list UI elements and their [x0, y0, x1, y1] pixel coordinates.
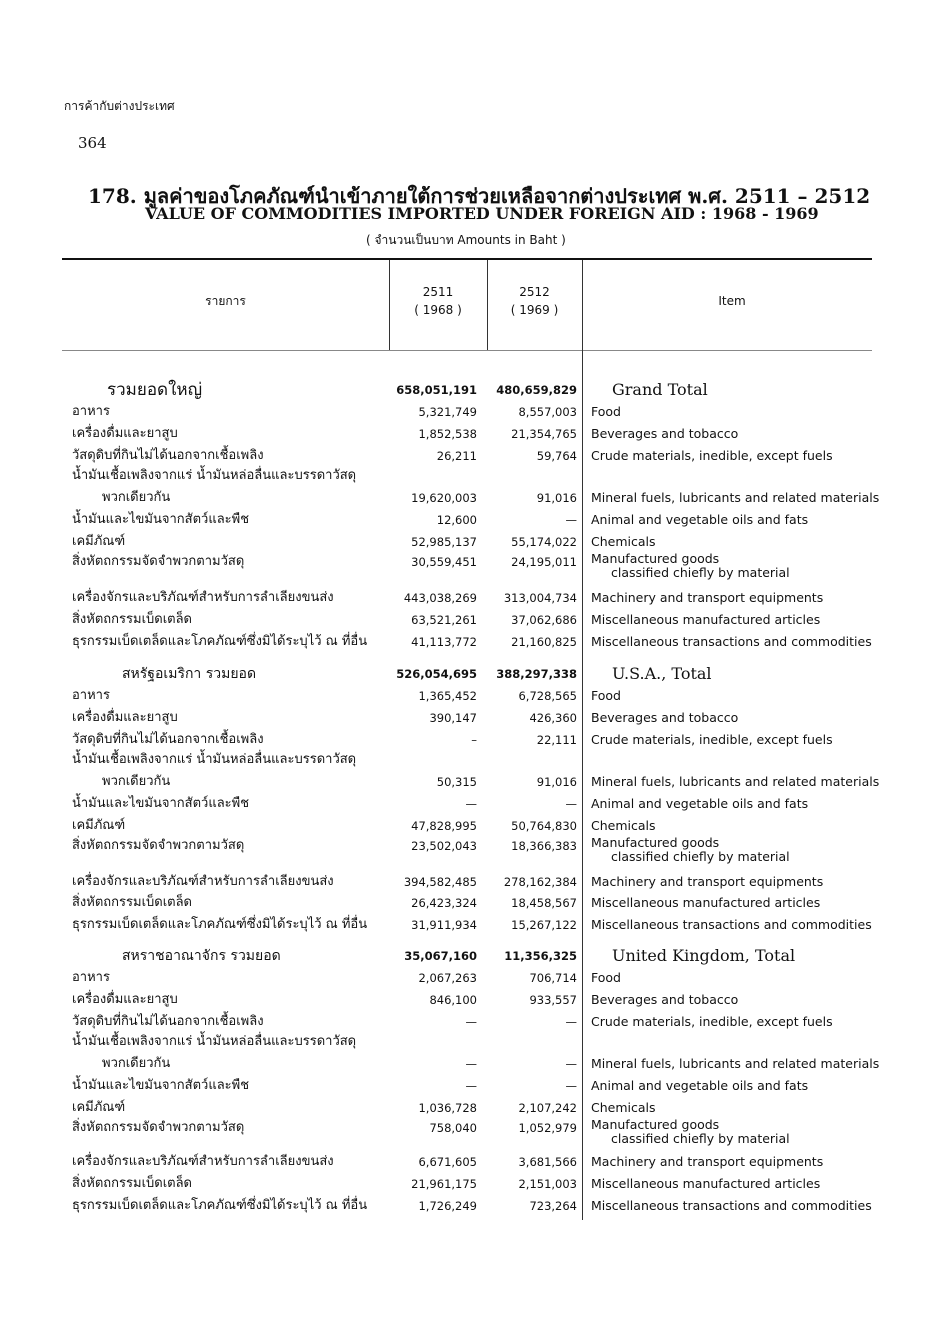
- row-label-thai: อาหาร: [72, 688, 110, 703]
- row-label-thai: ธุรกรรมเบ็ดเตล็ดและโภคภัณฑ์ซึ่งมิได้ระบุไว้ ณ ที่อื่น: [72, 634, 368, 649]
- value-2511: 30,559,451: [411, 555, 477, 569]
- value-2512: —: [565, 513, 577, 527]
- row-label-thai: ธุรกรรมเบ็ดเตล็ดและโภคภัณฑ์ซึ่งมิได้ระบุไว้ ณ ที่อื่น: [72, 917, 368, 932]
- row-label-thai: สหราชอาณาจักร รวมยอด: [122, 948, 281, 964]
- value-2512: 278,162,384: [503, 875, 577, 889]
- row-label-english: [591, 730, 833, 750]
- row-label-english-text: Animal and vegetable oils and fats: [591, 796, 809, 811]
- value-2512: 2,107,242: [518, 1101, 577, 1115]
- row-label-english: [612, 380, 708, 400]
- row-label-thai: น้ำมันเชื้อเพลิงจากแร่ น้ำมันหล่อลื่นและบรรดาวัสดุ: [72, 468, 357, 483]
- row-label-thai: น้ำมันและไขมันจากสัตว์และพืช: [72, 796, 250, 811]
- row-label-english: [591, 686, 621, 706]
- row-label-thai: วัสดุดิบที่กินไม่ได้นอกจากเชื้อเพลิง: [72, 1014, 264, 1029]
- value-2512: 24,195,011: [511, 555, 577, 569]
- table-row: [62, 664, 882, 684]
- value-2511: —: [465, 797, 477, 811]
- value-2511: —: [465, 1079, 477, 1093]
- value-2512: —: [565, 1015, 577, 1029]
- value-2512: 18,366,383: [511, 839, 577, 853]
- table-row: [62, 1098, 882, 1118]
- value-2511: 21,961,175: [411, 1177, 477, 1191]
- row-label-thai: สิ่งหัตถกรรมเบ็ดเตล็ด: [72, 1176, 193, 1191]
- table-row: [62, 551, 882, 580]
- row-label-thai: เครื่องจักรและบริภัณฑ์สำหรับการลำเลียงขนส่ง: [72, 874, 334, 889]
- value-2511: —: [465, 1015, 477, 1029]
- value-2512: 723,264: [529, 1199, 577, 1213]
- row-label-english-text: Mineral fuels, lubricants and related materials: [591, 1056, 880, 1071]
- row-label-english: [591, 588, 823, 608]
- row-label-thai: อาหาร: [72, 970, 110, 985]
- table-row: [62, 588, 882, 608]
- row-label-english-text: Chemicals: [591, 1100, 656, 1115]
- row-label-thai: สหรัฐอเมริกา รวมยอด: [122, 666, 257, 682]
- row-label-english-subline: classified chiefly by material: [611, 565, 790, 580]
- table-row: [62, 872, 882, 892]
- running-head: การค้ากับต่างประเทศ: [64, 99, 175, 113]
- row-label-english: [591, 990, 738, 1010]
- value-2512: —: [565, 1057, 577, 1071]
- value-2512: 21,354,765: [511, 427, 577, 441]
- value-2512: 426,360: [529, 711, 577, 725]
- table-row: [62, 1076, 882, 1096]
- row-label-english: [591, 794, 808, 814]
- value-2511: 658,051,191: [396, 383, 477, 397]
- row-label-english: [591, 1054, 879, 1074]
- row-label-english: [591, 1098, 656, 1118]
- table-row: [62, 380, 882, 400]
- row-label-thai: ธุรกรรมเบ็ดเตล็ดและโภคภัณฑ์ซึ่งมิได้ระบุไว้ ณ ที่อื่น: [72, 1198, 368, 1213]
- row-label-english-text: Food: [591, 404, 621, 419]
- row-label-thai: พวกเดียวกัน: [102, 1056, 171, 1071]
- row-label-english: [591, 1012, 833, 1032]
- row-label-thai: น้ำมันเชื้อเพลิงจากแร่ น้ำมันหล่อลื่นและบรรดาวัสดุ: [72, 1034, 357, 1049]
- row-label-thai: พวกเดียวกัน: [102, 490, 171, 505]
- col2-ce: ( 1969 ): [510, 303, 559, 317]
- row-label-thai: พวกเดียวกัน: [102, 774, 171, 789]
- table-row: [62, 488, 882, 508]
- row-label-thai: เคมีภัณฑ์: [72, 818, 126, 833]
- table-row: [62, 446, 882, 466]
- column-header-item-thai: รายการ: [205, 294, 246, 308]
- table-row: [62, 610, 882, 630]
- value-2511: 47,828,995: [411, 819, 477, 833]
- row-label-thai: น้ำมันและไขมันจากสัตว์และพืช: [72, 1078, 250, 1093]
- top-rule: [62, 258, 872, 260]
- value-2511: 31,911,934: [411, 918, 477, 932]
- value-2512: 55,174,022: [511, 535, 577, 549]
- value-2512: 6,728,565: [518, 689, 577, 703]
- row-label-english: [591, 610, 820, 630]
- row-label-thai: น้ำมันและไขมันจากสัตว์และพืช: [72, 512, 250, 527]
- row-label-english: [591, 1174, 820, 1194]
- row-label-english: [591, 872, 823, 892]
- table-row: [62, 835, 882, 864]
- value-2511: 443,038,269: [403, 591, 477, 605]
- col2-year: 2512: [519, 285, 550, 299]
- table-row: [62, 632, 882, 652]
- table-row: [62, 510, 882, 530]
- row-label-english-text: Miscellaneous manufactured articles: [591, 612, 821, 627]
- row-label-english-text: Animal and vegetable oils and fats: [591, 512, 809, 527]
- table-row: [62, 816, 882, 836]
- row-label-thai: สิ่งหัตถกรรมจัดจำพวกตามวัสดุ: [72, 838, 245, 853]
- table-row: [62, 990, 882, 1010]
- value-2512: 706,714: [529, 971, 577, 985]
- row-label-english: [591, 1076, 808, 1096]
- row-label-english: [591, 532, 656, 552]
- value-2512: 2,151,003: [518, 1177, 577, 1191]
- value-2511: 846,100: [429, 993, 477, 1007]
- value-2511: 35,067,160: [404, 949, 477, 963]
- row-label-thai: วัสดุดิบที่กินไม่ได้นอกจากเชื้อเพลิง: [72, 448, 264, 463]
- row-label-english-text: Animal and vegetable oils and fats: [591, 1078, 809, 1093]
- value-2511: 50,315: [436, 775, 477, 789]
- table-row: [62, 708, 882, 728]
- value-2511: 758,040: [429, 1121, 477, 1135]
- value-2512: 11,356,325: [504, 949, 577, 963]
- row-label-english-text: Chemicals: [591, 818, 656, 833]
- value-2512: 21,160,825: [511, 635, 577, 649]
- row-label-english-text: Manufactured goods: [591, 551, 720, 566]
- row-label-english-text: Mineral fuels, lubricants and related materials: [591, 774, 880, 789]
- table-title-english: VALUE OF COMMODITIES IMPORTED UNDER FOREIGN AID : 1968 - 1969: [145, 204, 819, 223]
- row-label-english: [591, 816, 656, 836]
- table-row: [62, 686, 882, 706]
- value-2512: —: [565, 1079, 577, 1093]
- value-2511: 52,985,137: [411, 535, 477, 549]
- row-label-thai: น้ำมันเชื้อเพลิงจากแร่ น้ำมันหล่อลื่นและบรรดาวัสดุ: [72, 752, 357, 767]
- row-label-thai: เครื่องดื่มและยาสูบ: [72, 992, 178, 1007]
- row-label-english-text: Mineral fuels, lubricants and related materials: [591, 490, 880, 505]
- table-row: [62, 750, 882, 770]
- row-label-english: [591, 893, 820, 913]
- value-2511: 19,620,003: [411, 491, 477, 505]
- row-label-english: [591, 424, 738, 444]
- value-2511: 26,423,324: [411, 896, 477, 910]
- value-2511: 12,600: [436, 513, 477, 527]
- row-label-english: [591, 632, 872, 652]
- row-label-english: [591, 772, 879, 792]
- row-label-english: [591, 402, 621, 422]
- value-2512: —: [565, 797, 577, 811]
- row-label-english-text: Miscellaneous transactions and commodities: [591, 1198, 872, 1213]
- row-label-english-text: Crude materials, inedible, except fuels: [591, 448, 833, 463]
- row-label-english: [612, 664, 712, 684]
- row-label-english-text: Grand Total: [612, 380, 708, 399]
- value-2512: 91,016: [536, 775, 577, 789]
- row-label-thai: เครื่องจักรและบริภัณฑ์สำหรับการลำเลียงขนส่ง: [72, 590, 334, 605]
- row-label-thai: เครื่องจักรและบริภัณฑ์สำหรับการลำเลียงขนส่ง: [72, 1154, 334, 1169]
- row-label-english-text: Crude materials, inedible, except fuels: [591, 1014, 833, 1029]
- table-row: [62, 532, 882, 552]
- page-number: 364: [78, 134, 107, 152]
- table-row: [62, 466, 882, 486]
- row-label-thai: สิ่งหัตถกรรมจัดจำพวกตามวัสดุ: [72, 1120, 245, 1135]
- table-row: [62, 1117, 882, 1146]
- value-2511: 526,054,695: [396, 667, 477, 681]
- row-label-english-text: Machinery and transport equipments: [591, 1154, 824, 1169]
- row-label-thai: อาหาร: [72, 404, 110, 419]
- row-label-thai: สิ่งหัตถกรรมจัดจำพวกตามวัสดุ: [72, 554, 245, 569]
- column-header-item-english: Item: [718, 294, 746, 308]
- row-label-english-text: Miscellaneous manufactured articles: [591, 895, 821, 910]
- row-label-english-subline: classified chiefly by material: [611, 849, 790, 864]
- row-label-english-subline: classified chiefly by material: [611, 1131, 790, 1146]
- value-2511: 394,582,485: [403, 875, 477, 889]
- column-header-2511: [389, 283, 487, 319]
- table-row: [62, 424, 882, 444]
- row-label-english-text: Manufactured goods: [591, 1117, 720, 1132]
- row-label-english-text: Beverages and tobacco: [591, 426, 739, 441]
- col1-year: 2511: [422, 285, 454, 299]
- value-2511: 1,852,538: [418, 427, 477, 441]
- table-row: [62, 794, 882, 814]
- row-label-english: [591, 510, 808, 530]
- value-2511: 1,726,249: [418, 1199, 477, 1213]
- table-row: [62, 772, 882, 792]
- row-label-english-text: Crude materials, inedible, except fuels: [591, 732, 833, 747]
- row-label-thai: สิ่งหัตถกรรมเบ็ดเตล็ด: [72, 895, 193, 910]
- row-label-english-text: United Kingdom, Total: [612, 946, 796, 965]
- row-label-thai: สิ่งหัตถกรรมเบ็ดเตล็ด: [72, 612, 193, 627]
- value-2512: 59,764: [536, 449, 577, 463]
- row-label-english-text: Miscellaneous transactions and commodities: [591, 634, 872, 649]
- table-row: [62, 730, 882, 750]
- row-label-english-text: Machinery and transport equipments: [591, 590, 824, 605]
- value-2511: 23,502,043: [411, 839, 477, 853]
- value-2512: 22,111: [536, 733, 577, 747]
- col1-ce: ( 1968 ): [414, 303, 462, 317]
- row-label-english: [612, 946, 795, 966]
- value-2512: 480,659,829: [496, 383, 577, 397]
- value-2511: 2,067,263: [418, 971, 477, 985]
- table-row: [62, 893, 882, 913]
- row-label-english: [591, 488, 879, 508]
- table-row: [62, 402, 882, 422]
- value-2512: 8,557,003: [518, 405, 577, 419]
- value-2511: —: [465, 1057, 477, 1071]
- value-2512: 388,297,338: [496, 667, 577, 681]
- value-2512: 37,062,686: [511, 613, 577, 627]
- title-thai-text: มูลค่าของโภคภัณฑ์นำเข้าภายใต้การช่วยเหลือจากต่างประเทศ พ.ศ. 2511 – 2512: [143, 184, 871, 208]
- value-2511: 1,036,728: [418, 1101, 477, 1115]
- table-row: [62, 1012, 882, 1032]
- row-label-thai: เครื่องดื่มและยาสูบ: [72, 710, 178, 725]
- row-label-thai: วัสดุดิบที่กินไม่ได้นอกจากเชื้อเพลิง: [72, 732, 264, 747]
- table-row: [62, 915, 882, 935]
- row-label-english-text: Beverages and tobacco: [591, 710, 739, 725]
- value-2512: 1,052,979: [518, 1121, 577, 1135]
- table-row: [62, 1174, 882, 1194]
- row-label-english: [591, 708, 738, 728]
- value-2512: 933,557: [529, 993, 577, 1007]
- row-label-english-text: Manufactured goods: [591, 835, 720, 850]
- value-2511: 6,671,605: [418, 1155, 477, 1169]
- table-row: [62, 1032, 882, 1052]
- row-label-english-text: Miscellaneous manufactured articles: [591, 1176, 821, 1191]
- row-label-english: [591, 968, 621, 988]
- row-label-thai: รวมยอดใหญ่: [107, 380, 203, 400]
- row-label-english-text: Miscellaneous transactions and commodities: [591, 917, 872, 932]
- value-2512: 50,764,830: [511, 819, 577, 833]
- row-label-english: [591, 1196, 872, 1216]
- row-label-english-text: Food: [591, 688, 621, 703]
- value-2511: 41,113,772: [411, 635, 477, 649]
- row-label-english: [591, 1152, 823, 1172]
- value-2512: 18,458,567: [511, 896, 577, 910]
- value-2511: 1,365,452: [418, 689, 477, 703]
- value-2512: 3,681,566: [518, 1155, 577, 1169]
- value-2512: 15,267,122: [511, 918, 577, 932]
- table-row: [62, 1054, 882, 1074]
- value-2511: 390,147: [429, 711, 477, 725]
- value-2512: 91,016: [536, 491, 577, 505]
- row-label-english-text: Chemicals: [591, 534, 656, 549]
- table-number: 178.: [88, 184, 137, 208]
- column-header-2512: [487, 283, 582, 319]
- value-2511: 63,521,261: [411, 613, 477, 627]
- row-label-english-text: U.S.A., Total: [612, 664, 712, 683]
- row-label-thai: เครื่องดื่มและยาสูบ: [72, 426, 178, 441]
- value-2511: –: [471, 733, 477, 747]
- row-label-english: [591, 552, 790, 580]
- table-row: [62, 1152, 882, 1172]
- table-row: [62, 946, 882, 966]
- value-2511: 5,321,749: [418, 405, 477, 419]
- value-2512: 313,004,734: [503, 591, 577, 605]
- value-2511: 26,211: [436, 449, 477, 463]
- table-row: [62, 1196, 882, 1216]
- row-label-english-text: Beverages and tobacco: [591, 992, 739, 1007]
- row-label-english: [591, 1118, 790, 1146]
- row-label-english-text: Food: [591, 970, 621, 985]
- units-note: ( จำนวนเป็นบาท Amounts in Baht ): [366, 233, 566, 247]
- row-label-thai: เคมีภัณฑ์: [72, 1100, 126, 1115]
- table-row: [62, 968, 882, 988]
- row-label-thai: เคมีภัณฑ์: [72, 534, 126, 549]
- row-label-english: [591, 446, 833, 466]
- row-label-english: [591, 836, 790, 864]
- row-label-english: [591, 915, 872, 935]
- header-rule: [62, 350, 872, 351]
- row-label-english-text: Machinery and transport equipments: [591, 874, 824, 889]
